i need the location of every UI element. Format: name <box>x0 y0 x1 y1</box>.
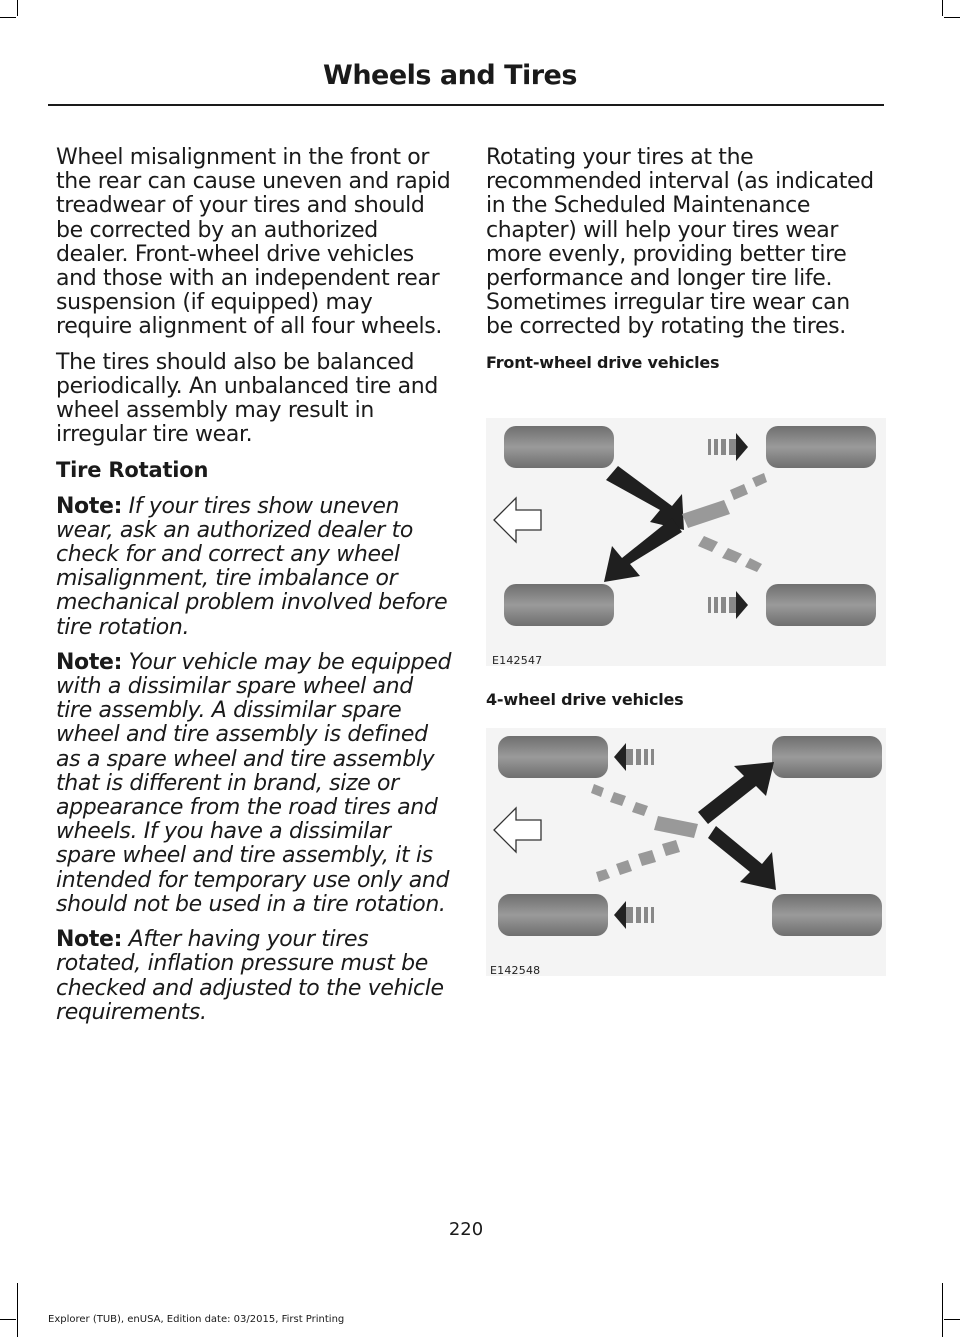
figure-front-wheel-drive <box>486 418 886 674</box>
tire-front-left <box>498 736 608 778</box>
crop-mark-bottom-left-h <box>0 1319 16 1320</box>
note-text: Your vehicle may be equipped with a dissimilar spare wheel and tire assembly. A dissimilar spare wheel and tire assembly is defined as a spare wheel and tire assembly that is different in brand, size or appearance from the road tires and wheels. If you have a dissimilar spare wheel and tire assembly, it is intended for temporary use only and should not be used in a tire rotation. <box>56 649 452 917</box>
crop-mark-bottom-right <box>942 1283 943 1337</box>
figure-1-code: E142547 <box>492 654 543 667</box>
figure-2-caption: 4-wheel drive vehicles <box>486 690 684 709</box>
figure-2-code: E142548 <box>490 964 541 977</box>
alignment-paragraph: Wheel misalignment in the front or the rear can cause uneven and rapid treadwear of your tires and should be corrected by an authorized dealer. Front-wheel drive vehicles and those with an independent rear suspension (if equipped) may require alignment of all four wheels. <box>56 145 451 340</box>
balance-paragraph: The tires should also be balanced periodically. An unbalanced tire and wheel assembly may result in irregular tire wear. <box>56 349 438 448</box>
tire-front-left <box>504 426 614 468</box>
note-text: After having your tires rotated, inflation pressure must be checked and adjusted to the vehicle requirements. <box>56 927 444 1025</box>
section-heading: Tire Rotation <box>56 458 209 483</box>
note-label: Note: <box>56 649 123 675</box>
right-column <box>486 146 882 389</box>
figure-4-wheel-drive <box>486 728 886 984</box>
tire-rear-right <box>772 894 882 936</box>
page-number: 220 <box>448 1219 484 1240</box>
crop-mark-top-left <box>17 0 18 16</box>
crop-mark-top-right-h <box>944 17 960 18</box>
crop-mark-top-left-h <box>0 17 16 18</box>
crop-mark-bottom-left <box>17 1283 18 1337</box>
page-title: Wheels and Tires <box>323 60 577 91</box>
figure-1-caption: Front-wheel drive vehicles <box>486 352 720 372</box>
tire-rear-right <box>766 584 876 626</box>
note-label: Note: <box>56 493 123 519</box>
four-wheel-drive-rotation-diagram <box>486 728 886 984</box>
tire-rear-left <box>498 894 608 936</box>
note-text: If your tires show uneven wear, ask an authorized dealer to check for and correct any wheel misalignment, tire imbalance or mechanical problem involved before tire rotation. <box>56 493 448 640</box>
rotation-paragraph: Rotating your tires at the recommended interval (as indicated in the Scheduled Maintenance chapter) will help your tires wear more evenly, providing better tire performance and longer tire life. Sometimes irregular tire wear can be corrected by rotating the tires. <box>486 145 874 340</box>
note-label: Note: <box>56 927 123 953</box>
crop-mark-bottom-right-h <box>944 1319 960 1320</box>
note-1 <box>56 495 452 640</box>
crop-mark-top-right <box>942 0 943 16</box>
tire-front-right <box>766 426 876 468</box>
left-column <box>56 146 452 1036</box>
edition-footer: Explorer (TUB), enUSA, Edition date: 03/2015, First Printing <box>48 1314 345 1325</box>
tire-front-right <box>772 736 882 778</box>
note-2 <box>56 651 452 917</box>
front-wheel-drive-rotation-diagram <box>486 418 886 674</box>
tire-rear-left <box>504 584 614 626</box>
header-rule <box>48 104 884 106</box>
note-3 <box>56 928 452 1025</box>
